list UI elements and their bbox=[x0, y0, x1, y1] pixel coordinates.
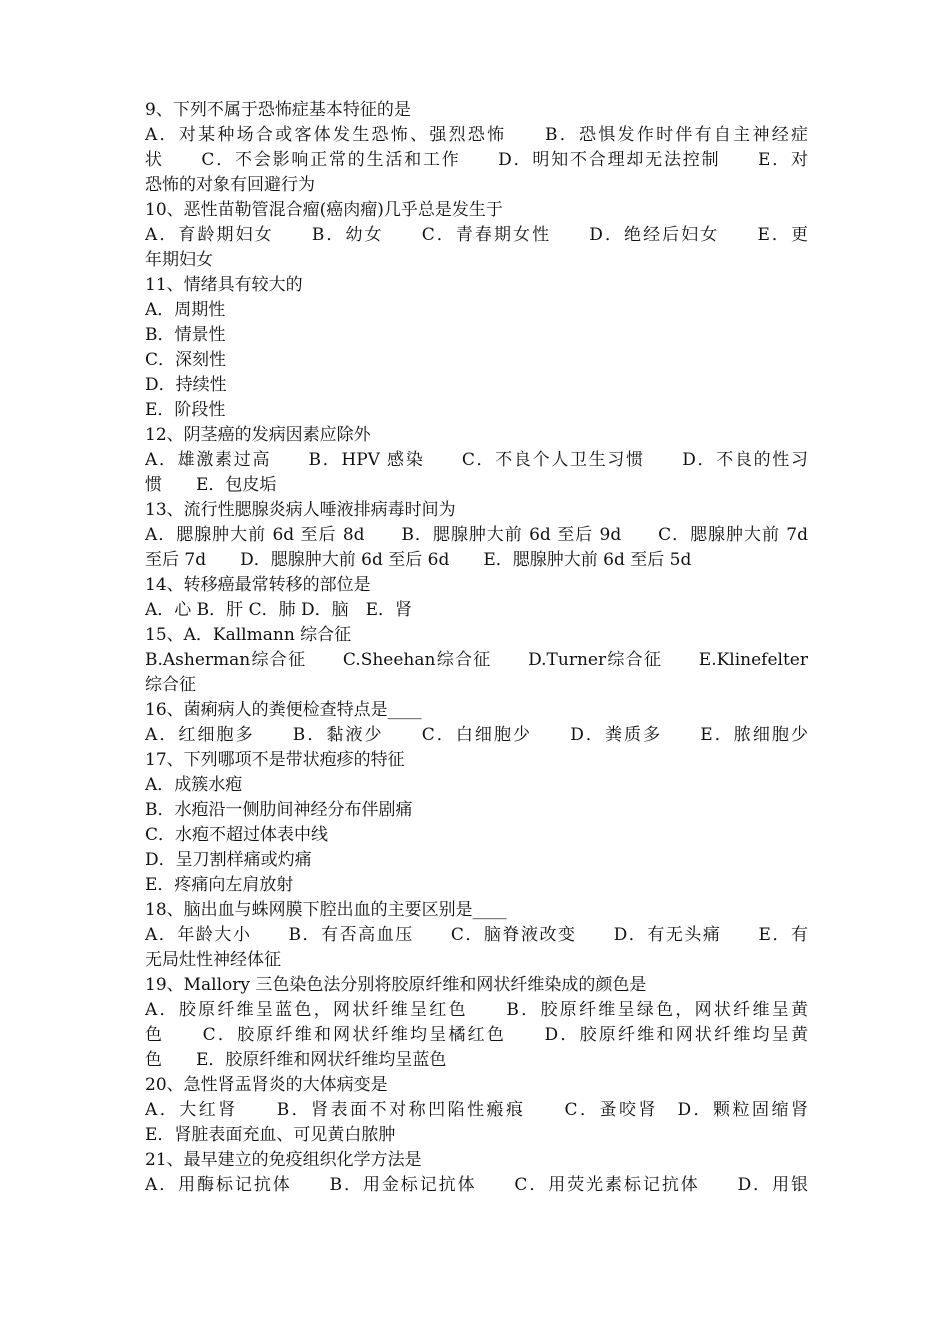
text-line: A．大红肾 B．肾表面不对称凹陷性瘢痕 C．蚤咬肾 D．颗粒固缩肾 bbox=[145, 1100, 808, 1120]
text-line: A．腮腺肿大前 6d 至后 8d B．腮腺肿大前 6d 至后 9d C．腮腺肿大前 7d bbox=[145, 525, 808, 545]
text-line: A．雄激素过高 B．HPV 感染 C．不良个人卫生习惯 D．不良的性习 bbox=[145, 450, 808, 470]
text-line: E．阶段性 bbox=[145, 400, 226, 420]
text-line: 18、脑出血与蛛网膜下腔出血的主要区别是____ bbox=[145, 900, 507, 920]
text-line: C．深刻性 bbox=[145, 350, 227, 370]
text-line: A．胶原纤维呈蓝色，网状纤维呈红色 B．胶原纤维呈绿色，网状纤维呈黄 bbox=[145, 1000, 808, 1020]
text-line: 14、转移癌最常转移的部位是 bbox=[145, 575, 371, 595]
text-line: D．呈刀割样痛或灼痛 bbox=[145, 850, 312, 870]
text-line: 12、阴茎癌的发病因素应除外 bbox=[145, 425, 371, 445]
text-line: 至后 7d D．腮腺肿大前 6d 至后 6d E．腮腺肿大前 6d 至后 5d bbox=[145, 550, 692, 570]
text-line: 色 E．胶原纤维和网状纤维均呈蓝色 bbox=[145, 1050, 447, 1070]
text-line: 无局灶性神经体征 bbox=[145, 950, 281, 970]
text-line: E．疼痛向左肩放射 bbox=[145, 875, 294, 895]
text-line: 16、菌痢病人的粪便检查特点是____ bbox=[145, 700, 422, 720]
text-line: E．肾脏表面充血、可见黄白脓肿 bbox=[145, 1125, 396, 1145]
text-line: 状 C．不会影响正常的生活和工作 D．明知不合理却无法控制 E．对 bbox=[145, 150, 808, 170]
text-line: A．心 B．肝 C．肺 D．脑 E．肾 bbox=[145, 600, 413, 620]
text-line: 10、恶性苗勒管混合瘤(癌肉瘤)几乎总是发生于 bbox=[145, 200, 503, 220]
text-line: 13、流行性腮腺炎病人唾液排病毒时间为 bbox=[145, 500, 456, 520]
text-line: 年期妇女 bbox=[145, 250, 213, 270]
text-line: B．情景性 bbox=[145, 325, 226, 345]
text-line: A．成簇水疱 bbox=[145, 775, 243, 795]
text-line: 恐怖的对象有回避行为 bbox=[145, 175, 315, 195]
text-line: A．育龄期妇女 B．幼女 C．青春期女性 D．绝经后妇女 E．更 bbox=[145, 225, 808, 245]
text-line: 19、Mallory 三色染色法分别将胶原纤维和网状纤维染成的颜色是 bbox=[145, 975, 647, 995]
text-line: 21、最早建立的免疫组织化学方法是 bbox=[145, 1150, 422, 1170]
text-line: A．用酶标记抗体 B．用金标记抗体 C．用荧光素标记抗体 D．用银 bbox=[145, 1175, 808, 1195]
text-line: A．对某种场合或客体发生恐怖、强烈恐怖 B．恐惧发作时伴有自主神经症 bbox=[145, 125, 808, 145]
text-line: 综合征 bbox=[145, 675, 196, 695]
text-line: A．红细胞多 B．黏液少 C．白细胞少 D．粪质多 E．脓细胞少 bbox=[145, 725, 808, 745]
document-body bbox=[145, 98, 808, 1198]
text-line: B.Asherman综合征 C.Sheehan综合征 D.Turner综合征 E.Klinefelter bbox=[145, 650, 808, 670]
text-line: B．水疱沿一侧肋间神经分布伴剧痛 bbox=[145, 800, 413, 820]
text-line: A．年龄大小 B．有否高血压 C．脑脊液改变 D．有无头痛 E．有 bbox=[145, 925, 808, 945]
text-line: A．周期性 bbox=[145, 300, 226, 320]
text-line: 20、急性肾盂肾炎的大体病变是 bbox=[145, 1075, 388, 1095]
text-line: 色 C．胶原纤维和网状纤维均呈橘红色 D．胶原纤维和网状纤维均呈黄 bbox=[145, 1025, 808, 1045]
text-line: 惯 E．包皮垢 bbox=[145, 475, 277, 495]
text-line: 15、A．Kallmann 综合征 bbox=[145, 625, 352, 645]
text-line: D．持续性 bbox=[145, 375, 227, 395]
text-line: C．水疱不超过体表中线 bbox=[145, 825, 329, 845]
text-line: 11、情绪具有较大的 bbox=[145, 275, 303, 295]
text-line: 9、下列不属于恐怖症基本特征的是 bbox=[145, 100, 411, 120]
text-line: 17、下列哪项不是带状疱疹的特征 bbox=[145, 750, 405, 770]
